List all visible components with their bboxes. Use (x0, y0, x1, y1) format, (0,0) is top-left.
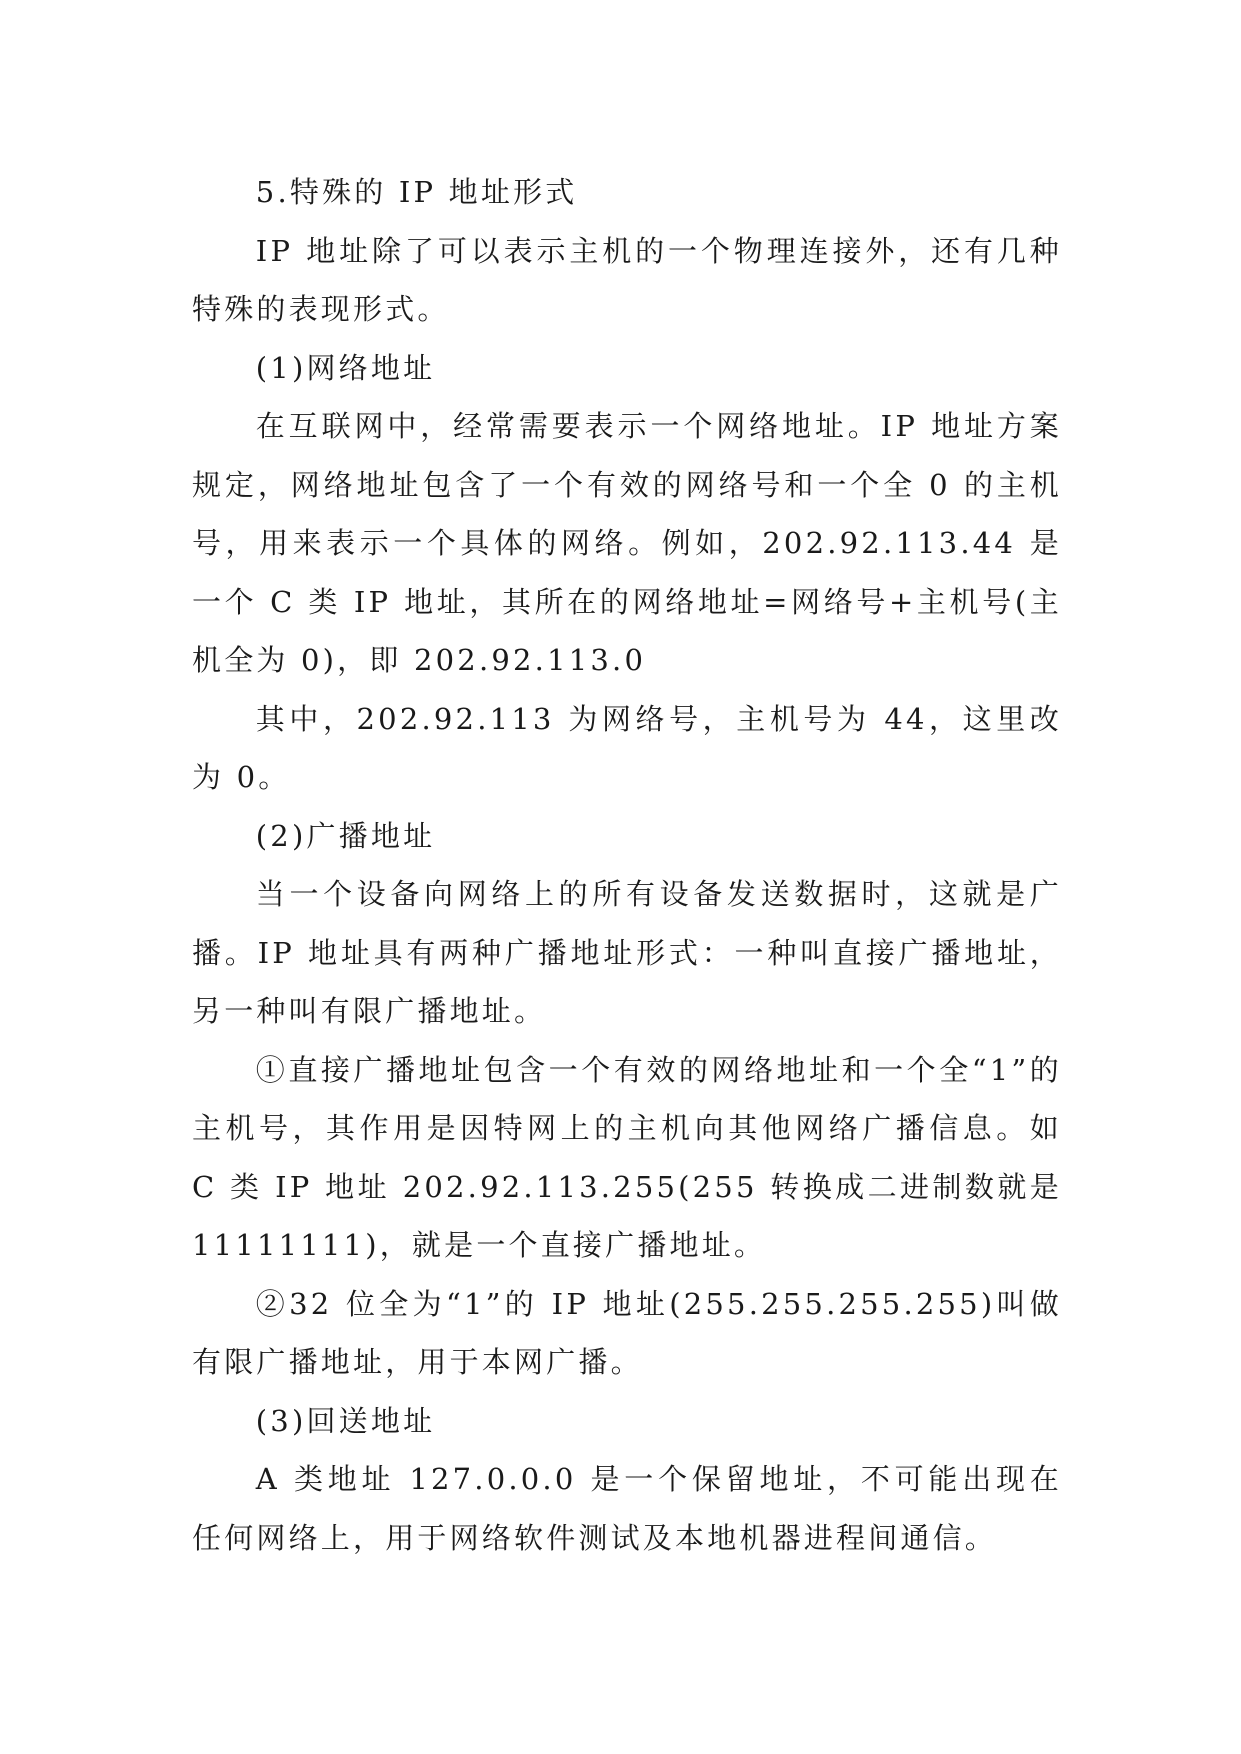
broadcast-address-paragraph-1: 当一个设备向网络上的所有设备发送数据时，这就是广播。IP 地址具有两种广播地址形式：一种叫直接广播地址，另一种叫有限广播地址。 (192, 877, 1062, 1028)
loopback-address-heading: (3)回送地址 (255, 1403, 436, 1438)
network-address-paragraph-2: 其中，202.92.113 为网络号，主机号为 44，这里改为 0。 (192, 701, 1062, 794)
loopback-address-paragraph-1: A 类地址 127.0.0.0 是一个保留地址，不可能出现在任何网络上，用于网络软件测试及本地机器进程间通信。 (192, 1462, 1062, 1555)
broadcast-address-paragraph-2: ①直接广播地址包含一个有效的网络地址和一个全“1”的主机号，其作用是因特网上的主机向其他网络广播信息。如 C 类 IP 地址 202.92.113.255(255 转换成二进制数就是 11111111)，就是一个直接广播地址。 (192, 1052, 1062, 1262)
network-address-paragraph-1: 在互联网中，经常需要表示一个网络地址。IP 地址方案规定，网络地址包含了一个有效的网络号和一个全 0 的主机号，用来表示一个具体的网络。例如，202.92.113.44 是一个 C 类 IP 地址，其所在的网络地址=网络号+主机号(主机全为 0)，即 202.92.113.0 (192, 409, 1062, 677)
broadcast-address-paragraph-3: ②32 位全为“1”的 IP 地址(255.255.255.255)叫做有限广播地址，用于本网广播。 (192, 1286, 1062, 1379)
section-title: 5.特殊的 IP 地址形式 (255, 175, 578, 209)
intro-paragraph: IP 地址除了可以表示主机的一个物理连接外，还有几种特殊的表现形式。 (192, 233, 1062, 326)
broadcast-address-heading: (2)广播地址 (255, 818, 436, 853)
network-address-heading: (1)网络地址 (255, 350, 436, 385)
document-body (192, 163, 1062, 1567)
